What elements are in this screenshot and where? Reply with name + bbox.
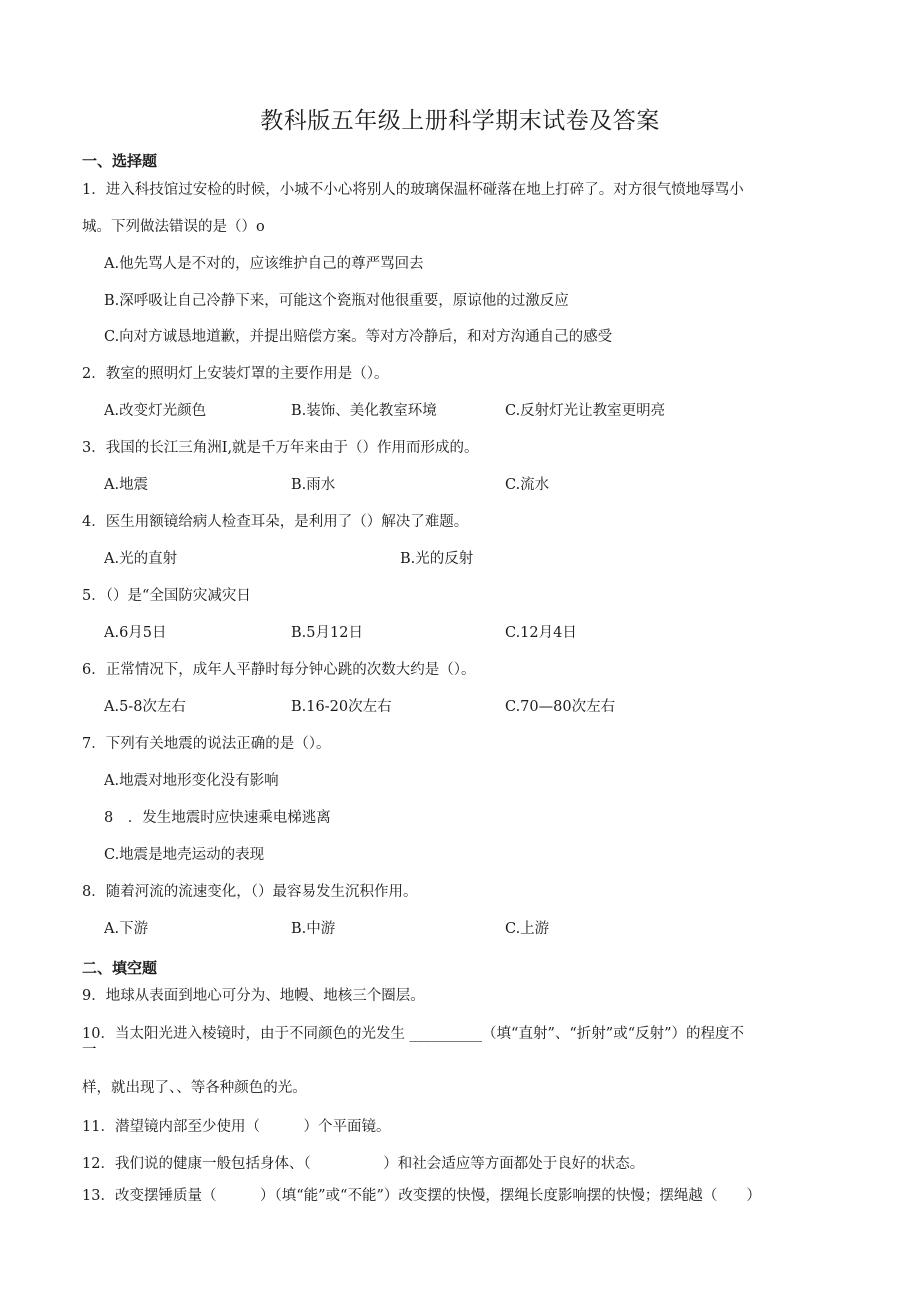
question-2-option-b: B.装饰、美化教室环境 bbox=[291, 403, 437, 419]
question-6-stem: 6．正常情况下，成年人平静时每分钟心跳的次数大约是（）。 bbox=[82, 662, 476, 678]
question-1-stem-line-1: 1．进入科技馆过安检的时候，小城不小心将别人的玻璃保温杯碰落在地上打碎了。对方很气愤地辱骂小 bbox=[82, 182, 744, 198]
question-7-stem: 7．下列有关地震的说法正确的是（）。 bbox=[82, 736, 331, 752]
question-2-option-a: A.改变灯光颜色 bbox=[104, 403, 207, 419]
question-4-option-b: B.光的反射 bbox=[400, 551, 474, 567]
question-10-stem-line-1: 10．当太阳光进入棱镜时，由于不同颜色的光发生 __________（填“直射”、“折射”或“反射”）的程度不 bbox=[82, 1026, 745, 1042]
question-7-option-b: 8 ．发生地震时应快速乘电梯逃离 bbox=[104, 810, 331, 826]
question-3-option-a: A.地震 bbox=[104, 477, 149, 493]
question-1-option-c: C.向对方诚恳地道歉，并提出赔偿方案。等对方冷静后，和对方沟通自己的感受 bbox=[104, 329, 613, 345]
question-5-option-a: A.6月5日 bbox=[104, 625, 167, 641]
question-4-option-a: A.光的直射 bbox=[104, 551, 178, 567]
question-7-option-c: C.地震是地壳运动的表现 bbox=[104, 847, 265, 863]
question-3-option-c: C.流水 bbox=[505, 477, 550, 493]
question-11-stem: 11．潜望镜内部至少使用（ ）个平面镜。 bbox=[82, 1119, 391, 1135]
question-9-stem: 9．地球从表面到地心可分为、地幔、地核三个圈层。 bbox=[82, 988, 425, 1004]
question-8-option-b: B.中游 bbox=[291, 921, 336, 937]
question-1-option-b: B.深呼吸让自己冷静下来，可能这个瓷瓶对他很重要，原谅他的过激反应 bbox=[104, 293, 569, 309]
question-2-option-c: C.反射灯光让教室更明亮 bbox=[505, 403, 666, 419]
question-7-option-a: A.地震对地形变化没有影响 bbox=[104, 773, 279, 789]
section-heading-fill-in: 二、填空题 bbox=[82, 959, 158, 977]
question-6-option-c: C.70—80次左右 bbox=[505, 699, 616, 715]
page-title: 教科版五年级上册科学期末试卷及答案 bbox=[260, 108, 660, 134]
question-6-option-b: B.16-20次左右 bbox=[291, 699, 392, 715]
question-6-option-a: A.5-8次左右 bbox=[104, 699, 186, 715]
question-4-stem: 4．医生用额镜给病人检查耳朵，是利用了（）解决了难题。 bbox=[82, 514, 469, 530]
question-3-stem: 3．我国的长江三角洲I,就是千万年来由于（）作用而形成的。 bbox=[82, 440, 479, 456]
section-heading-choice: 一、选择题 bbox=[82, 152, 158, 170]
question-3-option-b: B.雨水 bbox=[291, 477, 336, 493]
question-12-stem: 12．我们说的健康一般包括身体、（ ）和社会适应等方面都处于良好的状态。 bbox=[82, 1156, 645, 1172]
question-10-stem-line-2: 样，就出现了、、等各种颜色的光。 bbox=[82, 1080, 307, 1096]
question-13-stem: 13．改变摆锤质量（ ）（填“能”或“不能”）改变摆的快慢，摆绳长度影响摆的快慢；摆绳越（ ） bbox=[82, 1188, 761, 1204]
question-5-stem: 5．（）是“全国防灾减灾日 bbox=[82, 588, 251, 604]
question-5-option-c: C.12月4日 bbox=[505, 625, 577, 641]
question-1-option-a: A.他先骂人是不对的，应该维护自己的尊严骂回去 bbox=[104, 256, 424, 272]
question-8-stem: 8．随着河流的流速变化，（）最容易发生沉积作用。 bbox=[82, 884, 418, 900]
question-8-option-c: C.上游 bbox=[505, 921, 550, 937]
question-2-stem: 2．教室的照明灯上安装灯罩的主要作用是（）。 bbox=[82, 366, 389, 382]
question-1-stem-line-2: 城。下列做法错误的是（）o bbox=[82, 219, 265, 235]
question-5-option-b: B.5月12日 bbox=[291, 625, 363, 641]
question-8-option-a: A.下游 bbox=[104, 921, 149, 937]
question-10-stem-wrap: 一 bbox=[82, 1042, 97, 1058]
